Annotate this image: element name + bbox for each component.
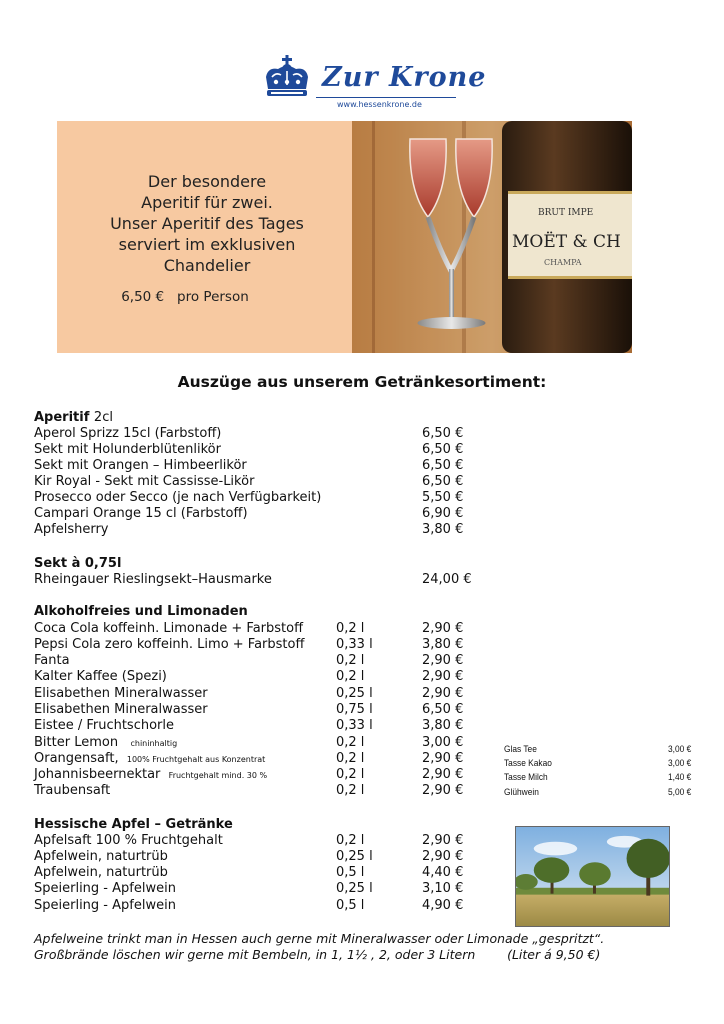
menu-item-name: Speierling - Apfelwein: [34, 898, 176, 913]
promo-line: Der besondere: [147, 172, 267, 191]
menu-item-price: 3,10 €: [422, 881, 464, 896]
aperitif-title: Aperitif: [34, 410, 90, 425]
website-url[interactable]: www.hessenkrone.de: [337, 100, 422, 109]
menu-item-price: 2,90 €: [422, 669, 464, 684]
brand-underline: [316, 97, 456, 98]
menu-item-volume: 0,2 l: [336, 621, 365, 636]
menu-item-volume: 0,25 l: [336, 881, 373, 896]
menu-item-name: Pepsi Cola zero koffeinh. Limo + Farbstoff: [34, 637, 305, 652]
menu-item-volume: 0,2 l: [336, 767, 365, 782]
menu-item-price: 24,00 €: [422, 572, 472, 587]
footer-line-2: [34, 947, 600, 963]
section-title-sekt: Sekt à 0,75l: [34, 556, 122, 571]
hot-drink-name: Tasse Milch: [504, 772, 548, 783]
menu-item-name: Coca Cola koffeinh. Limonade + Farbstoff: [34, 621, 304, 636]
bottle-label-top: BRUT IMPE: [538, 208, 594, 218]
menu-item-price: 2,90 €: [422, 783, 464, 798]
menu-item-volume: 0,2 l: [336, 735, 365, 750]
promo-price-row: [57, 289, 313, 305]
menu-item-price: 6,50 €: [422, 426, 464, 441]
menu-item-price: 2,90 €: [422, 653, 464, 668]
menu-item-volume: 0,25 l: [336, 686, 373, 701]
menu-item-name: Apfelwein, naturtrüb: [34, 865, 168, 880]
page-heading: Auszüge aus unserem Getränkesortiment:: [177, 373, 547, 391]
orchard-photo: [515, 826, 670, 927]
menu-item-volume: 0,33 l: [336, 718, 373, 733]
menu-item-row: [34, 767, 267, 784]
menu-item-name: Prosecco oder Secco (je nach Verfügbarkeit): [34, 490, 322, 505]
footer-line-2-text: Großbrände löschen wir gerne mit Bembeln, in 1, 1½ , 2, oder 3 Litern: [34, 947, 476, 962]
footer-line-1: Apfelweine trinkt man in Hessen auch gerne mit Mineralwasser oder Limonade „gespritzt“.: [34, 931, 605, 946]
section-title-alkoholfrei: Alkoholfreies und Limonaden: [34, 604, 248, 619]
menu-item-name: Sekt mit Holunderblütenlikör: [34, 442, 221, 457]
promo-price: 6,50 €: [121, 289, 165, 305]
menu-item-name: Rheingauer Rieslingsekt–Hausmarke: [34, 572, 272, 587]
menu-item-volume: 0,25 l: [336, 849, 373, 864]
bottle-label-bottom: CHAMPA: [544, 258, 582, 267]
menu-item-name: Apfelwein, naturtrüb: [34, 849, 168, 864]
menu-item-note: 100% Fruchtgehalt aus Konzentrat: [126, 755, 266, 764]
menu-item-note: Fruchtgehalt mind. 30 %: [168, 771, 268, 780]
section-title-apfel: Hessische Apfel – Getränke: [34, 817, 233, 832]
hot-drink-name: Tasse Kakao: [504, 758, 552, 769]
aperitif-title-suffix: 2cl: [93, 410, 113, 425]
promo-line: serviert im exklusiven: [118, 235, 296, 254]
menu-item-price: 6,50 €: [422, 442, 464, 457]
menu-item-name: Speierling - Apfelwein: [34, 881, 176, 896]
menu-item-volume: 0,75 l: [336, 702, 373, 717]
menu-item-name: Campari Orange 15 cl (Farbstoff): [34, 506, 248, 521]
promo-line: Unser Aperitif des Tages: [110, 214, 304, 233]
hot-drink-name: Glas Tee: [504, 744, 537, 755]
champagne-photo: [352, 121, 632, 353]
menu-item-price: 3,00 €: [422, 735, 464, 750]
menu-item-name: Traubensaft: [34, 783, 111, 798]
hot-drink-price: 1,40 €: [668, 772, 692, 783]
menu-item-price: 6,50 €: [422, 702, 464, 717]
hot-drink-name: Glühwein: [504, 787, 539, 798]
menu-item-volume: 0,2 l: [336, 783, 365, 798]
menu-item-name: Sekt mit Orangen – Himbeerlikör: [34, 458, 247, 473]
menu-item-name: Kir Royal - Sekt mit Cassisse-Likör: [34, 474, 255, 489]
menu-item-name: Orangensaft,: [34, 751, 119, 766]
menu-item-name: Apfelsaft 100 % Fruchtgehalt: [34, 833, 223, 848]
crown-logo-icon: [262, 55, 312, 101]
menu-item-name: Bitter Lemon: [34, 735, 119, 750]
promo-text: [57, 171, 357, 276]
menu-item-price: 6,50 €: [422, 458, 464, 473]
menu-item-row: [34, 751, 265, 768]
menu-item-volume: 0,2 l: [336, 669, 365, 684]
menu-item-price: 6,90 €: [422, 506, 464, 521]
menu-item-name: Apfelsherry: [34, 522, 109, 537]
menu-item-price: 3,80 €: [422, 637, 464, 652]
promo-price-unit: pro Person: [177, 289, 249, 305]
menu-item-price: 2,90 €: [422, 686, 464, 701]
promo-line: Chandelier: [163, 256, 251, 275]
menu-item-row: [34, 735, 177, 752]
hot-drink-price: 3,00 €: [668, 758, 692, 769]
aperitif-banner: [57, 121, 632, 353]
hot-drink-price: 5,00 €: [668, 787, 692, 798]
brand-name: Zur Krone: [322, 62, 487, 93]
menu-item-price: 3,80 €: [422, 718, 464, 733]
menu-item-name: Aperol Sprizz 15cl (Farbstoff): [34, 426, 222, 441]
menu-item-note: chininhaltig: [130, 739, 178, 748]
menu-item-price: 4,40 €: [422, 865, 464, 880]
hot-drink-price: 3,00 €: [668, 744, 692, 755]
menu-item-price: 5,50 €: [422, 490, 464, 505]
menu-item-name: Kalter Kaffee (Spezi): [34, 669, 167, 684]
menu-item-price: 2,90 €: [422, 621, 464, 636]
menu-item-volume: 0,5 l: [336, 898, 365, 913]
menu-item-name: Johannisbeernektar: [34, 767, 161, 782]
menu-item-price: 2,90 €: [422, 849, 464, 864]
menu-item-price: 2,90 €: [422, 751, 464, 766]
menu-item-volume: 0,2 l: [336, 653, 365, 668]
menu-item-price: 3,80 €: [422, 522, 464, 537]
menu-item-price: 2,90 €: [422, 833, 464, 848]
menu-item-name: Fanta: [34, 653, 70, 668]
menu-item-volume: 0,2 l: [336, 833, 365, 848]
menu-item-volume: 0,2 l: [336, 751, 365, 766]
menu-item-name: Eistee / Fruchtschorle: [34, 718, 175, 733]
menu-item-volume: 0,5 l: [336, 865, 365, 880]
menu-item-price: 4,90 €: [422, 898, 464, 913]
footer-liter-price: (Liter á 9,50 €): [507, 947, 601, 962]
menu-item-name: Elisabethen Mineralwasser: [34, 686, 208, 701]
menu-item-price: 6,50 €: [422, 474, 464, 489]
menu-item-volume: 0,33 l: [336, 637, 373, 652]
menu-item-name: Elisabethen Mineralwasser: [34, 702, 208, 717]
menu-item-price: 2,90 €: [422, 767, 464, 782]
section-title-aperitif: [34, 410, 113, 426]
bottle-label-brand: MOËT & CH: [512, 232, 621, 252]
promo-line: Aperitif für zwei.: [141, 193, 273, 212]
